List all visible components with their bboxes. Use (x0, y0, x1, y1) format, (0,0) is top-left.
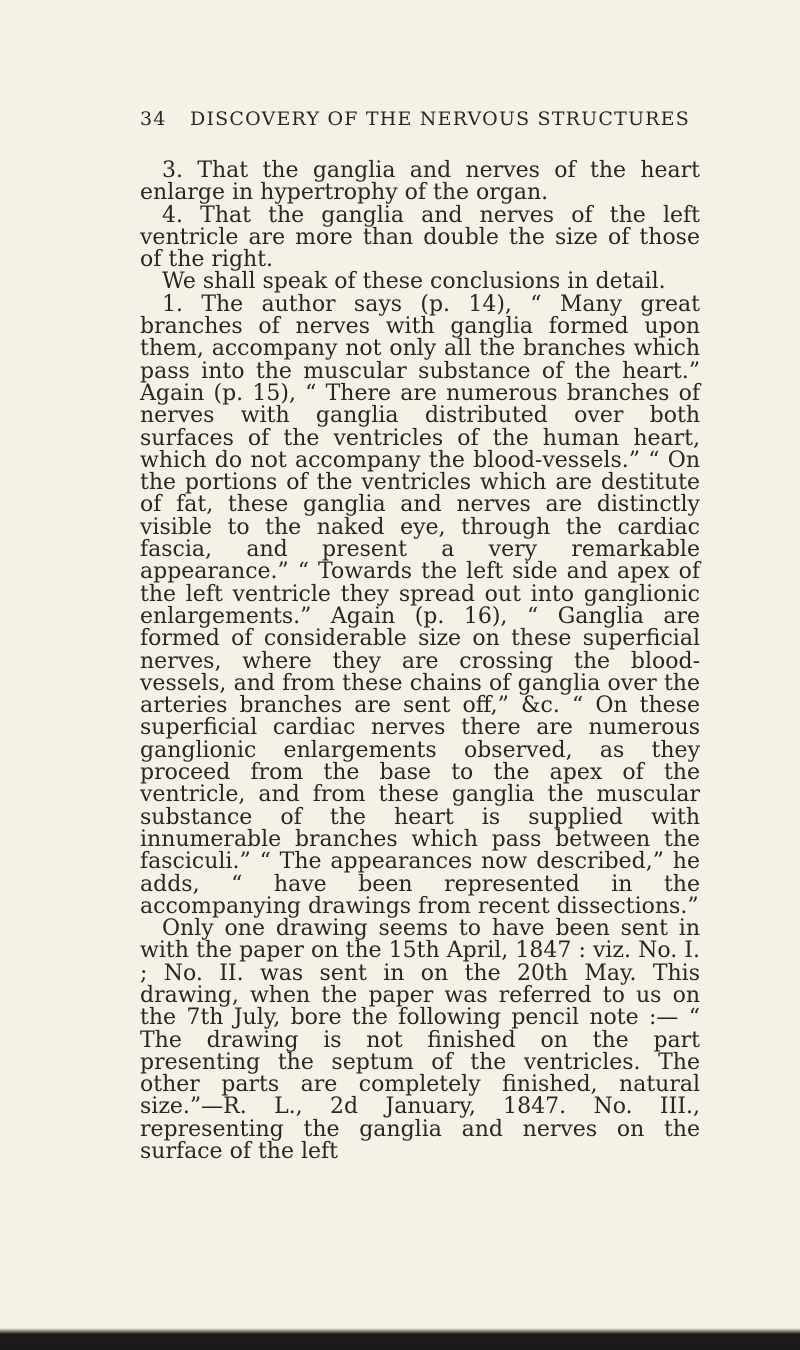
running-head: DISCOVERY OF THE NERVOUS STRUCTURES (190, 108, 690, 130)
paragraph-intro: We shall speak of these conclusions in detail. (162, 269, 666, 295)
scan-bottom-edge (0, 1328, 800, 1350)
page-header (140, 108, 700, 138)
paragraph-drawings: Only one drawing seems to have been sent in with the paper on the 15th April, 1847 : viz. No. I. ; No. II. was sent in on the 20th May. This drawing, when the paper was referred to us on the 7th July, bore the following pencil note :— “ The drawing is not finished on the part presenting the septum of the ventricles. The other parts are completely finished, natural size.”—R. L., 2d January, 1847. No. III., representing the ganglia and nerves on the surface of the left (140, 916, 700, 1165)
paragraph-conclusion-4: 4. That the ganglia and nerves of the left ventricle are more than double the size of those of the right. (140, 202, 700, 273)
paragraph-author-quotes: 1. The author says (p. 14), “ Many great branches of nerves with ganglia formed upon them, accompany not only all the branches which pass into the muscular substance of the heart.” Again (p. 15), “ There are numerous branches of nerves with ganglia distributed over both surfaces of the ventricles of the human heart, which do not accompany the blood-vessels.” “ On the portions of the ventricles which are destitute of fat, these ganglia and nerves are distinctly visible to the naked eye, through the cardiac fascia, and present a very remarkable appearance.” “ Towards the left side and apex of the left ventricle they spread out into ganglionic enlargements.” Again (p. 16), “ Ganglia are formed of considerable size on these superficial nerves, where they are crossing the blood-vessels, and from these chains of ganglia over the arteries branches are sent off,” &c. “ On these superficial cardiac nerves there are numerous ganglionic enlargements observed, as they proceed from the base to the apex of the ventricle, and from these ganglia the muscular substance of the heart is supplied with innumerable branches which pass between the fasciculi.” “ The appearances now described,” he adds, “ have been represented in the accompanying drawings from recent dissections.” (140, 291, 700, 919)
paragraph-conclusion-3: 3. That the ganglia and nerves of the heart enlarge in hypertrophy of the organ. (140, 158, 700, 206)
page-number: 34 (140, 108, 167, 130)
body-text (140, 160, 700, 1163)
